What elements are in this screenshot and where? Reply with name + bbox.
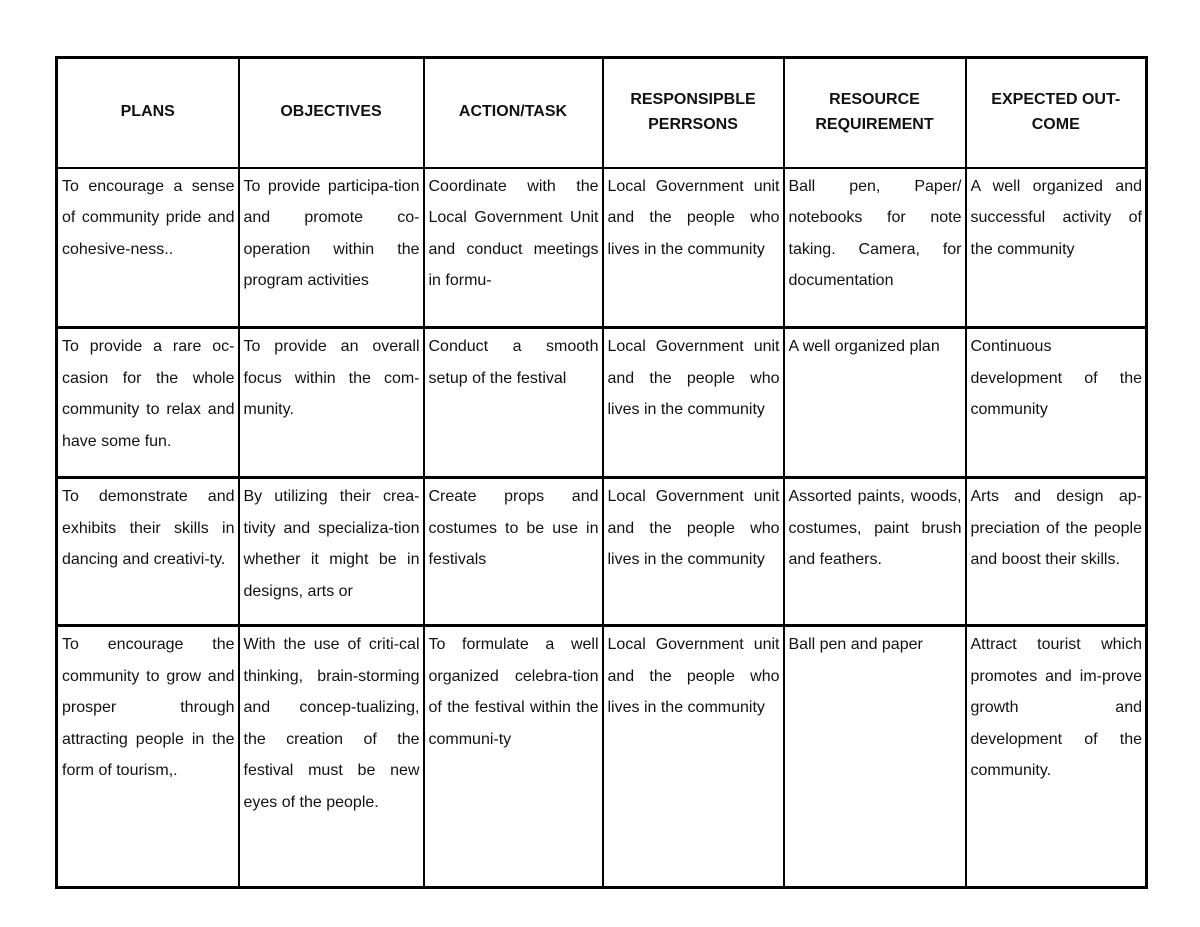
cell-resource-requirement: Ball pen, Paper/ notebooks for note taking. Camera, for documentation <box>784 168 966 328</box>
cell-action-task: Coordinate with the Local Government Unit and conduct meetings in formu- <box>424 168 603 328</box>
header-row <box>57 58 1147 168</box>
cell-expected-outcome: Arts and design ap-preciation of the people and boost their skills. <box>966 478 1147 626</box>
header-plans: PLANS <box>57 58 239 168</box>
table-row <box>57 328 1147 478</box>
cell-action-task: Create props and costumes to be use in festivals <box>424 478 603 626</box>
cell-plans: To encourage a sense of community pride and cohesive-ness.. <box>57 168 239 328</box>
cell-resource-requirement: A well organized plan <box>784 328 966 478</box>
cell-objectives: To provide an overall focus within the com-munity. <box>239 328 424 478</box>
cell-expected-outcome: A well organized and successful activity of the community <box>966 168 1147 328</box>
action-plan-table <box>55 56 1148 889</box>
cell-resource-requirement: Assorted paints, woods, costumes, paint brush and feathers. <box>784 478 966 626</box>
cell-plans: To provide a rare oc-casion for the whole community to relax and have some fun. <box>57 328 239 478</box>
cell-objectives: With the use of criti-cal thinking, brain-storming and concep-tualizing, the creation of the festival must be new eyes of the people. <box>239 626 424 888</box>
cell-responsible-persons: Local Government unit and the people who lives in the community <box>603 328 784 478</box>
cell-objectives: By utilizing their crea-tivity and specializa-tion whether it might be in designs, arts or <box>239 478 424 626</box>
cell-responsible-persons: Local Government unit and the people who lives in the community <box>603 478 784 626</box>
header-objectives: OBJECTIVES <box>239 58 424 168</box>
cell-plans: To encourage the community to grow and prosper through attracting people in the form of tourism,. <box>57 626 239 888</box>
cell-resource-requirement: Ball pen and paper <box>784 626 966 888</box>
table-body <box>57 168 1147 888</box>
header-resource-requirement: RESOURCE REQUIREMENT <box>784 58 966 168</box>
header-responsible-persons: RESPONSIPBLE PERRSONS <box>603 58 784 168</box>
table-row <box>57 168 1147 328</box>
cell-action-task: To formulate a well organized celebra-tion of the festival within the communi-ty <box>424 626 603 888</box>
table-row <box>57 478 1147 626</box>
cell-responsible-persons: Local Government unit and the people who lives in the community <box>603 168 784 328</box>
cell-objectives: To provide participa-tion and promote co-operation within the program activities <box>239 168 424 328</box>
header-action-task: ACTION/TASK <box>424 58 603 168</box>
cell-expected-outcome: Continuous development of the community <box>966 328 1147 478</box>
cell-responsible-persons: Local Government unit and the people who lives in the community <box>603 626 784 888</box>
table-header <box>57 58 1147 168</box>
header-expected-outcome: EXPECTED OUT-COME <box>966 58 1147 168</box>
cell-action-task: Conduct a smooth setup of the festival <box>424 328 603 478</box>
cell-expected-outcome: Attract tourist which promotes and im-prove growth and development of the community. <box>966 626 1147 888</box>
table-row <box>57 626 1147 888</box>
cell-plans: To demonstrate and exhibits their skills in dancing and creativi-ty. <box>57 478 239 626</box>
